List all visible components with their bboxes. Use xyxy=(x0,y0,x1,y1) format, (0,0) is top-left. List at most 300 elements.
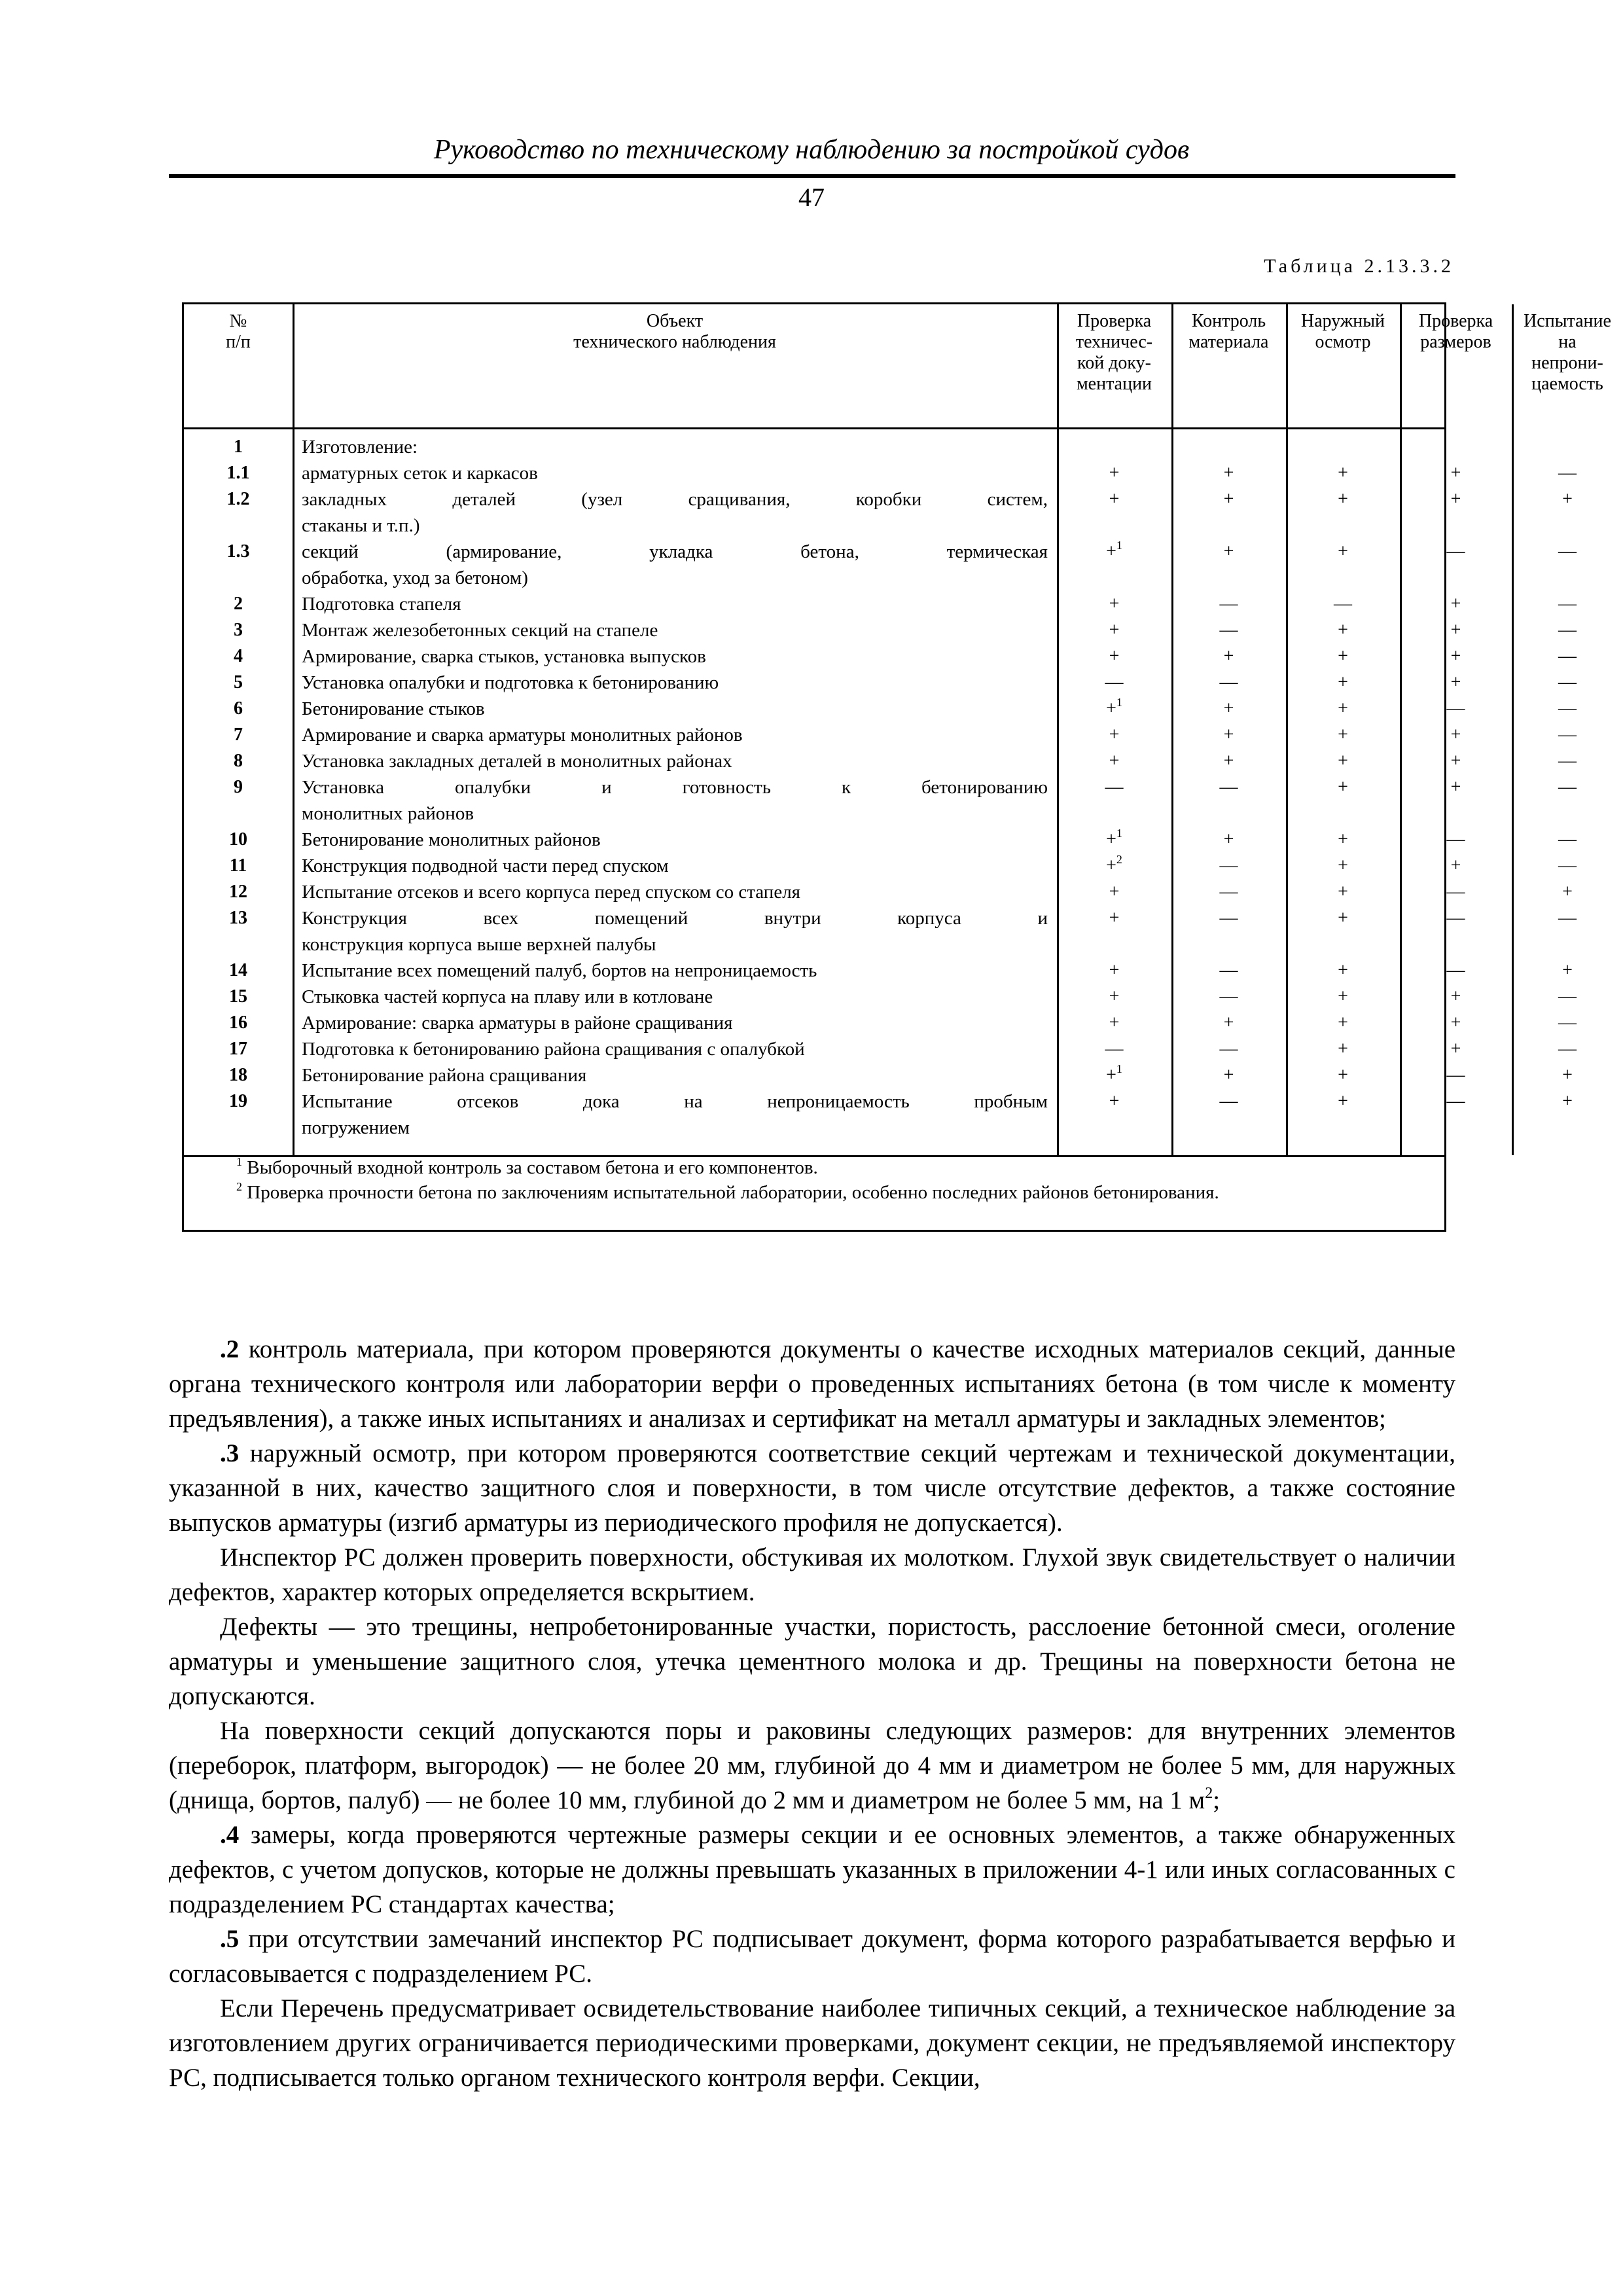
mark-symbol: + xyxy=(1450,489,1461,509)
row-mark xyxy=(1400,984,1512,1010)
table-row xyxy=(184,1088,1573,1141)
row-mark xyxy=(1171,643,1286,670)
table-row xyxy=(184,460,1577,486)
mark-symbol: + xyxy=(1338,1013,1348,1033)
row-mark xyxy=(1512,1062,1623,1088)
row-number: 1.1 xyxy=(226,463,250,483)
table-caption: Таблица 2.13.3.2 xyxy=(1264,255,1454,277)
row-object-line: Бетонирование района сращивания xyxy=(302,1065,587,1086)
row-mark xyxy=(1286,722,1400,748)
mark-symbol: + xyxy=(1109,1013,1120,1033)
row-mark xyxy=(1400,460,1512,486)
header-object-line: технического наблюдения xyxy=(573,332,776,352)
mark-symbol: + xyxy=(1223,541,1234,562)
row-mark xyxy=(1171,1088,1286,1115)
header-doc-check-line: техничес- xyxy=(1075,332,1153,352)
mark-symbol: — xyxy=(1105,777,1124,797)
row-mark xyxy=(1171,984,1286,1010)
row-object-line: погружением xyxy=(302,1117,410,1138)
paragraph xyxy=(169,1818,1455,1922)
table-row xyxy=(184,905,1577,958)
mark-symbol: + xyxy=(1338,463,1348,483)
row-mark xyxy=(1400,774,1512,800)
row-mark xyxy=(1400,617,1512,643)
table-row xyxy=(184,670,1577,696)
row-mark xyxy=(1057,774,1171,800)
body-text xyxy=(169,1332,1455,2095)
row-object-line: Изготовление: xyxy=(302,437,418,457)
mark-symbol: — xyxy=(1558,646,1577,666)
row-mark xyxy=(1057,905,1171,931)
mark-symbol: — xyxy=(1558,594,1577,614)
row-mark xyxy=(1512,591,1623,617)
mark-symbol: + xyxy=(1109,489,1120,509)
row-mark xyxy=(1512,486,1623,512)
row-mark xyxy=(1512,1088,1623,1115)
row-mark xyxy=(1286,879,1400,905)
row-mark xyxy=(1171,827,1286,853)
mark-symbol: — xyxy=(1219,672,1238,692)
mark-symbol: + xyxy=(1450,463,1461,483)
mark-symbol: + xyxy=(1223,463,1234,483)
row-mark xyxy=(1057,722,1171,748)
row-object-line: Подготовка стапеля xyxy=(302,594,461,615)
mark-symbol: — xyxy=(1219,777,1238,797)
mark-symbol: + xyxy=(1223,751,1234,771)
row-object-line: монолитных районов xyxy=(302,803,474,824)
mark-symbol: — xyxy=(1558,751,1577,771)
row-number: 16 xyxy=(229,1013,247,1033)
paragraph-text: при отсутствии замечаний инспектор РС подписывает документ, форма которого разрабатывается верфью и согласовывается с подразделением РС. xyxy=(169,1925,1456,1988)
mark-symbol: — xyxy=(1219,855,1238,876)
header-tightness-line: непрони- xyxy=(1531,353,1603,373)
row-object-line: обработка, уход за бетоном) xyxy=(302,567,528,588)
mark-symbol: + xyxy=(1338,541,1348,562)
mark-symbol: — xyxy=(1558,698,1577,719)
table-row xyxy=(184,984,1577,1010)
row-mark xyxy=(1400,1088,1512,1115)
mark-symbol: + xyxy=(1450,594,1461,614)
row-mark xyxy=(1286,670,1400,696)
mark-symbol: + xyxy=(1109,986,1120,1007)
mark-symbol: — xyxy=(1219,882,1238,902)
row-mark xyxy=(1171,486,1286,512)
table-row xyxy=(184,748,1577,774)
row-object xyxy=(302,1036,1048,1062)
row-mark xyxy=(1512,696,1623,722)
row-mark xyxy=(1171,591,1286,617)
row-mark xyxy=(1057,853,1171,879)
row-object xyxy=(302,853,1048,879)
row-mark xyxy=(1512,748,1623,774)
mark-symbol: + xyxy=(1109,908,1120,928)
row-mark xyxy=(1057,643,1171,670)
row-mark xyxy=(1512,1010,1623,1036)
row-mark xyxy=(1286,958,1400,984)
row-mark xyxy=(1286,748,1400,774)
header-tightness-line: Испытание xyxy=(1524,311,1611,331)
row-object-line: Армирование и сварка арматуры монолитных районов xyxy=(302,725,743,745)
table-row xyxy=(184,486,1573,539)
row-object xyxy=(302,539,1048,591)
mark-symbol: — xyxy=(1558,725,1577,745)
row-mark xyxy=(1057,460,1171,486)
table-row xyxy=(184,879,1573,905)
row-mark xyxy=(1171,722,1286,748)
row-number: 12 xyxy=(229,882,247,902)
mark-symbol: — xyxy=(1558,1039,1577,1059)
row-mark xyxy=(1057,696,1171,722)
row-object-line: Испытание отсеков и всего корпуса перед спуском со стапеля xyxy=(302,882,801,903)
row-mark xyxy=(1400,1036,1512,1062)
mark-symbol: + xyxy=(1562,489,1573,509)
mark-symbol: + xyxy=(1338,960,1348,980)
mark-symbol: + xyxy=(1109,960,1120,980)
table-row xyxy=(184,591,1577,617)
superscript: 2 xyxy=(1205,1785,1213,1802)
mark-symbol: — xyxy=(1446,829,1465,850)
mark-symbol: + xyxy=(1338,855,1348,876)
paragraph-text: На поверхности секций допускаются поры и раковины следующих размеров: для внутренних элементов (переборок, платформ, выгородок) — не более 20 мм, глубиной до 4 мм и диаметром не более 5 мм, для наружных (днища, бортов, палуб) — не более 10 мм, глубиной до 2 мм и диаметром не более 5 мм, на 1 м xyxy=(169,1717,1455,1814)
row-mark xyxy=(1286,905,1400,931)
mark-symbol: + xyxy=(1106,1065,1116,1085)
mark-symbol: + xyxy=(1450,855,1461,876)
row-mark xyxy=(1057,1062,1171,1088)
row-object xyxy=(302,748,1048,774)
row-number: 13 xyxy=(229,908,247,928)
table-row xyxy=(184,1062,1573,1088)
item-number: .5 xyxy=(220,1925,240,1953)
row-object xyxy=(302,696,1048,722)
mark-symbol: + xyxy=(1338,986,1348,1007)
row-number: 1 xyxy=(234,437,243,457)
paragraph xyxy=(169,1436,1455,1540)
row-mark xyxy=(1286,774,1400,800)
mark-symbol: — xyxy=(1219,908,1238,928)
row-object xyxy=(302,486,1048,539)
row-object xyxy=(302,905,1048,958)
row-object-line: секций (армирование, укладка бетона, термическая xyxy=(302,541,1048,562)
row-mark xyxy=(1512,722,1623,748)
row-mark xyxy=(1171,879,1286,905)
mark-symbol: + xyxy=(1109,882,1120,902)
header-tightness-line: на xyxy=(1558,332,1577,352)
row-object xyxy=(302,434,1048,460)
row-mark xyxy=(1400,643,1512,670)
row-mark xyxy=(1171,617,1286,643)
mark-symbol: — xyxy=(1219,594,1238,614)
mark-symbol: + xyxy=(1106,541,1116,562)
row-mark xyxy=(1171,853,1286,879)
mark-symbol: — xyxy=(1446,1091,1465,1111)
mark-symbol: + xyxy=(1450,620,1461,640)
footnote xyxy=(236,1155,1219,1180)
mark-symbol: + xyxy=(1223,489,1234,509)
row-mark xyxy=(1400,958,1512,984)
row-object-line: конструкция корпуса выше верхней палубы xyxy=(302,934,656,955)
row-object xyxy=(302,1062,1048,1088)
row-number: 3 xyxy=(234,620,243,640)
mark-symbol: — xyxy=(1558,986,1577,1007)
mark-symbol: — xyxy=(1219,986,1238,1007)
table-row xyxy=(184,1010,1577,1036)
row-object-line: закладных деталей (узел сращивания, коробки систем, xyxy=(302,489,1048,510)
mark-symbol: + xyxy=(1106,855,1116,876)
row-mark xyxy=(1057,617,1171,643)
mark-symbol: + xyxy=(1109,751,1120,771)
mark-symbol: + xyxy=(1338,829,1348,850)
mark-symbol: + xyxy=(1450,1039,1461,1059)
header-material-line: материала xyxy=(1188,332,1269,352)
header-doc-check xyxy=(1057,311,1171,395)
paragraph-text: замеры, когда проверяются чертежные размеры секции и ее основных элементов, а также обнаруженных дефектов, с учетом допусков, которые не должны превышать указанных в приложении 4-1 или иных согласованных с подразделением РС стандартах качества; xyxy=(169,1821,1456,1918)
row-mark xyxy=(1400,1010,1512,1036)
row-object xyxy=(302,1010,1048,1036)
row-mark xyxy=(1286,539,1400,565)
row-mark xyxy=(1286,617,1400,643)
row-mark xyxy=(1057,748,1171,774)
row-number: 11 xyxy=(229,855,247,876)
mark-symbol: + xyxy=(1338,620,1348,640)
table-row xyxy=(184,434,1444,460)
mark-symbol: + xyxy=(1338,1091,1348,1111)
row-mark xyxy=(1057,539,1171,565)
mark-symbol: + xyxy=(1223,1065,1234,1085)
mark-symbol: — xyxy=(1558,829,1577,850)
row-mark xyxy=(1400,1062,1512,1088)
row-mark xyxy=(1057,670,1171,696)
mark-symbol: — xyxy=(1558,672,1577,692)
row-mark xyxy=(1512,958,1623,984)
header-material-line: Контроль xyxy=(1191,311,1266,331)
row-mark xyxy=(1286,1036,1400,1062)
mark-symbol: + xyxy=(1109,594,1120,614)
row-object-line: Конструкция всех помещений внутри корпуса и xyxy=(302,908,1048,929)
row-object-line: стаканы и т.п.) xyxy=(302,515,420,536)
mark-symbol: + xyxy=(1338,751,1348,771)
header-dimensions-line: Проверка xyxy=(1418,311,1493,331)
paragraph-text: наружный осмотр, при котором проверяются соответствие секций чертежам и технической документации, указанной в них, качество защитного слоя и поверхности, в том числе отсутствие дефектов, а также состояние выпусков арматуры (изгиб арматуры из периодического профиля не допускается). xyxy=(169,1439,1456,1537)
row-number: 6 xyxy=(234,698,243,719)
paragraph: Инспектор РС должен проверить поверхности, обстукивая их молотком. Глухой звук свидетельствует о наличии дефектов, характер которых определяется вскрытием. xyxy=(169,1543,1455,1606)
paragraph xyxy=(169,1713,1455,1818)
mark-symbol: — xyxy=(1558,541,1577,562)
header-num-line: № xyxy=(229,311,247,331)
row-mark xyxy=(1400,827,1512,853)
mark-symbol: + xyxy=(1450,1013,1461,1033)
row-mark xyxy=(1286,1062,1400,1088)
mark-symbol: + xyxy=(1450,646,1461,666)
row-mark xyxy=(1057,1010,1171,1036)
mark-symbol: + xyxy=(1338,698,1348,719)
row-mark xyxy=(1057,486,1171,512)
row-object xyxy=(302,591,1048,617)
paragraph: Если Перечень предусматривает освидетельствование наиболее типичных секций, а техническое наблюдение за изготовлением других ограничивается периодическими проверками, документ секции, не предъявляемой инспектору РС, подписывается только органом технического контроля верфи. Секции, xyxy=(169,1994,1455,2092)
table-row xyxy=(184,722,1577,748)
header-rule xyxy=(169,174,1455,178)
mark-symbol: — xyxy=(1219,960,1238,980)
row-mark xyxy=(1512,643,1623,670)
header-doc-check-line: Проверка xyxy=(1077,311,1152,331)
row-object-line: Стыковка частей корпуса на плаву или в котловане xyxy=(302,986,713,1007)
inspection-table xyxy=(182,302,1611,1232)
mark-symbol: + xyxy=(1109,620,1120,640)
mark-symbol: — xyxy=(1446,908,1465,928)
row-object xyxy=(302,827,1048,853)
row-object-line: Испытание отсеков дока на непроницаемость пробным xyxy=(302,1091,1048,1112)
mark-symbol: — xyxy=(1446,1065,1465,1085)
mark-symbol: + xyxy=(1562,960,1573,980)
mark-symbol: — xyxy=(1105,672,1124,692)
row-mark xyxy=(1286,1010,1400,1036)
table-row xyxy=(184,617,1577,643)
mark-symbol: + xyxy=(1338,489,1348,509)
mark-symbol: + xyxy=(1223,698,1234,719)
row-object-line: Бетонирование стыков xyxy=(302,698,485,719)
mark-symbol: + xyxy=(1450,777,1461,797)
header-dimensions xyxy=(1400,311,1512,353)
mark-footnote-ref: 1 xyxy=(1116,696,1122,709)
row-object xyxy=(302,958,1048,984)
mark-symbol: — xyxy=(1334,594,1352,614)
row-number: 19 xyxy=(229,1091,247,1111)
mark-symbol: + xyxy=(1338,725,1348,745)
mark-symbol: — xyxy=(1558,1013,1577,1033)
mark-symbol: + xyxy=(1109,1091,1120,1111)
row-mark xyxy=(1057,879,1171,905)
mark-symbol: — xyxy=(1558,855,1577,876)
header-num-line: п/п xyxy=(226,332,251,352)
mark-symbol: + xyxy=(1338,882,1348,902)
mark-symbol: + xyxy=(1562,1091,1573,1111)
row-mark xyxy=(1171,696,1286,722)
row-object-line: Бетонирование монолитных районов xyxy=(302,829,601,850)
table-row xyxy=(184,643,1577,670)
row-object-line: Конструкция подводной части перед спуском xyxy=(302,855,669,876)
row-number: 7 xyxy=(234,725,243,745)
row-number: 9 xyxy=(234,777,243,797)
row-object xyxy=(302,460,1048,486)
row-number: 15 xyxy=(229,986,247,1007)
row-mark xyxy=(1171,958,1286,984)
table-row xyxy=(184,827,1577,853)
row-mark xyxy=(1171,539,1286,565)
mark-symbol: — xyxy=(1558,777,1577,797)
header-material xyxy=(1171,311,1286,353)
footnote-text: Проверка прочности бетона по заключениям испытательной лаборатории, особенно последних районов бетонирования. xyxy=(247,1182,1219,1203)
mark-symbol: + xyxy=(1450,672,1461,692)
row-mark xyxy=(1512,670,1623,696)
footnote-mark: 1 xyxy=(236,1155,242,1168)
footnote-text: Выборочный входной контроль за составом бетона и его компонентов. xyxy=(247,1157,818,1178)
header-object xyxy=(293,311,1057,353)
mark-symbol: + xyxy=(1450,751,1461,771)
row-mark xyxy=(1286,460,1400,486)
mark-symbol: + xyxy=(1338,1039,1348,1059)
row-number: 1.2 xyxy=(226,489,250,509)
item-number: .4 xyxy=(220,1821,240,1849)
row-object xyxy=(302,643,1048,670)
mark-symbol: + xyxy=(1106,829,1116,850)
row-number: 10 xyxy=(229,829,247,850)
mark-symbol: + xyxy=(1338,777,1348,797)
row-mark xyxy=(1400,905,1512,931)
row-mark xyxy=(1171,1062,1286,1088)
row-mark xyxy=(1512,539,1623,565)
row-mark xyxy=(1171,748,1286,774)
header-object-line: Объект xyxy=(646,311,704,331)
row-mark xyxy=(1400,696,1512,722)
row-mark xyxy=(1400,748,1512,774)
row-mark xyxy=(1057,984,1171,1010)
row-mark xyxy=(1286,643,1400,670)
table-row xyxy=(184,853,1577,879)
row-mark xyxy=(1286,591,1400,617)
mark-footnote-ref: 1 xyxy=(1116,539,1122,552)
header-tightness-line: цаемость xyxy=(1531,374,1603,394)
row-object-line: Установка закладных деталей в монолитных районах xyxy=(302,751,732,772)
mark-symbol: + xyxy=(1223,725,1234,745)
row-mark xyxy=(1171,1036,1286,1062)
row-mark xyxy=(1057,591,1171,617)
table-footnotes xyxy=(236,1155,1219,1205)
row-mark xyxy=(1057,1036,1171,1062)
mark-symbol: — xyxy=(1105,1039,1124,1059)
row-object xyxy=(302,722,1048,748)
row-object xyxy=(302,1088,1048,1141)
footnote xyxy=(236,1180,1219,1205)
row-object-line: Армирование, сварка стыков, установка выпусков xyxy=(302,646,706,667)
mark-footnote-ref: 2 xyxy=(1116,853,1122,866)
mark-footnote-ref: 1 xyxy=(1116,1062,1122,1075)
header-tightness-cell xyxy=(1512,311,1623,395)
row-mark xyxy=(1171,905,1286,931)
row-object-line: Армирование: сварка арматуры в районе сращивания xyxy=(302,1013,733,1033)
row-mark xyxy=(1400,591,1512,617)
row-mark xyxy=(1171,1010,1286,1036)
paragraph: Дефекты — это трещины, непробетонированные участки, пористость, расслоение бетонной смеси, оголение арматуры и уменьшение защитного слоя, утечка цементного молока и др. Трещины на поверхности бетона не допускаются. xyxy=(169,1613,1455,1710)
mark-symbol: + xyxy=(1338,908,1348,928)
row-mark xyxy=(1400,722,1512,748)
row-mark xyxy=(1400,853,1512,879)
mark-symbol: + xyxy=(1106,698,1116,719)
mark-symbol: — xyxy=(1219,620,1238,640)
header-divider xyxy=(184,427,1444,429)
mark-symbol: + xyxy=(1223,646,1234,666)
row-number: 17 xyxy=(229,1039,247,1059)
row-number: 1.3 xyxy=(226,541,250,562)
row-mark xyxy=(1057,958,1171,984)
row-number: 4 xyxy=(234,646,243,666)
row-mark xyxy=(1286,827,1400,853)
row-number: 2 xyxy=(234,594,243,614)
header-doc-check-line: ментации xyxy=(1076,374,1152,394)
row-object-line: Монтаж железобетонных секций на стапеле xyxy=(302,620,658,641)
row-number: 18 xyxy=(229,1065,247,1085)
item-number: .3 xyxy=(220,1439,240,1467)
mark-symbol: + xyxy=(1450,986,1461,1007)
mark-symbol: — xyxy=(1558,463,1577,483)
row-mark xyxy=(1512,460,1623,486)
table-row xyxy=(184,696,1577,722)
row-mark xyxy=(1286,1088,1400,1115)
paragraph xyxy=(169,1922,1455,1991)
table-row xyxy=(184,774,1577,827)
mark-symbol: + xyxy=(1223,1013,1234,1033)
row-mark xyxy=(1512,879,1623,905)
row-mark xyxy=(1512,1036,1623,1062)
item-number: .2 xyxy=(220,1335,240,1363)
